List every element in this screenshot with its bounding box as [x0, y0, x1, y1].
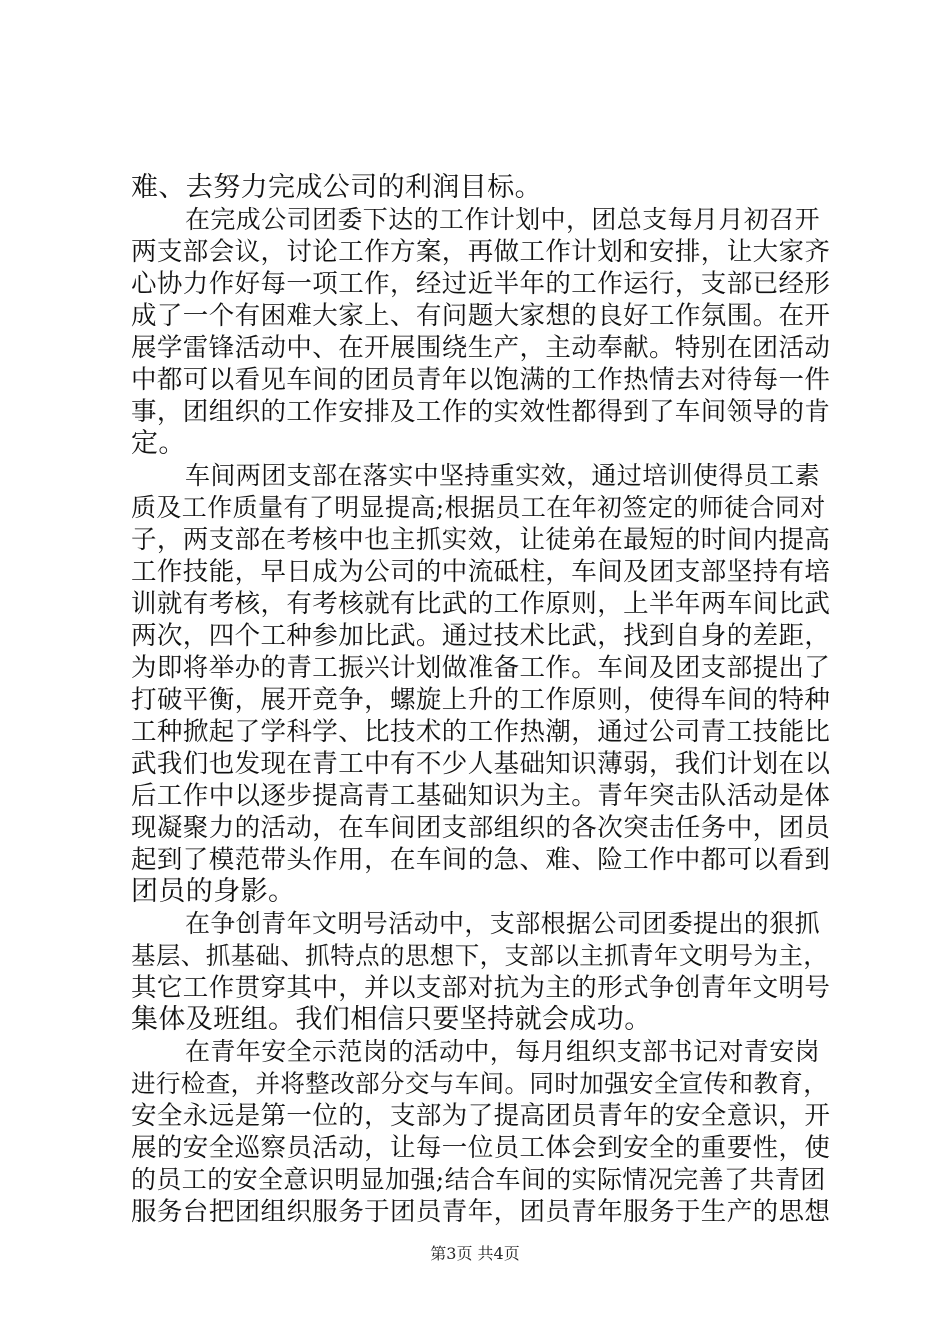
body-text-line: 服务台把团组织服务于团员青年，团员青年服务于生产的思想: [131, 1197, 831, 1227]
page-number-footer: 第3页 共4页: [430, 1244, 520, 1263]
body-text-line: 车间两团支部在落实中坚持重实效，通过培训使得员工素: [185, 461, 821, 490]
body-text-line: 展学雷锋活动中、在开展围绕生产，主动奉献。特别在团活动: [131, 333, 831, 363]
body-text-line: 团员的身影。: [131, 876, 296, 907]
body-text-line: 两支部会议，讨论工作方案，再做工作计划和安排，让大家齐: [131, 237, 831, 267]
body-text-line: 子，两支部在考核中也主抓实效，让徒弟在最短的时间内提高: [131, 525, 831, 555]
body-text-line: 在争创青年文明号活动中，支部根据公司团委提出的狠抓: [185, 909, 821, 938]
body-text-line: 质及工作质量有了明显提高;根据员工在年初签定的师徒合同对: [131, 493, 826, 522]
body-text-line: 中都可以看见车间的团员青年以饱满的工作热情去对待每一件: [131, 365, 831, 395]
body-text-line: 为即将举办的青工振兴计划做准备工作。车间及团支部提出了: [131, 653, 831, 683]
body-text-line: 展的安全巡察员活动，让每一位员工体会到安全的重要性，使: [131, 1133, 831, 1163]
body-text-line: 进行检查，并将整改部分交与车间。同时加强安全宣传和教育，: [131, 1069, 829, 1098]
body-text-line: 工作技能，早日成为公司的中流砥柱，车间及团支部坚持有培: [131, 557, 831, 587]
body-text-line: 武我们也发现在青工中有不少人基础知识薄弱，我们计划在以: [131, 749, 831, 779]
body-text-line: 事，团组织的工作安排及工作的实效性都得到了车间领导的肯: [131, 397, 831, 427]
body-text-line: 的员工的安全意识明显加强;结合车间的实际情况完善了共青团: [131, 1165, 826, 1194]
document-body: [131, 172, 831, 1228]
body-text-line: 起到了模范带头作用，在车间的急、难、险工作中都可以看到: [131, 845, 831, 875]
body-text-line: 其它工作贯穿其中，并以支部对抗为主的形式争创青年文明号: [131, 973, 831, 1003]
body-text-line: 安全永远是第一位的，支部为了提高团员青年的安全意识，开: [131, 1101, 831, 1131]
body-text-line: 打破平衡，展开竞争，螺旋上升的工作原则，使得车间的特种: [131, 685, 831, 715]
body-text-line: 成了一个有困难大家上、有问题大家想的良好工作氛围。在开: [131, 301, 831, 331]
body-text-line: 后工作中以逐步提高青工基础知识为主。青年突击队活动是体: [131, 781, 831, 811]
body-text-line: 基层、抓基础、抓特点的思想下，支部以主抓青年文明号为主，: [131, 941, 829, 970]
body-text-line: 训就有考核，有考核就有比武的工作原则，上半年两车间比武: [131, 589, 831, 619]
body-text-line: 难、去努力完成公司的利润目标。: [131, 172, 542, 203]
body-text-line: 两次，四个工种参加比武。通过技术比武，找到自身的差距，: [131, 621, 831, 651]
body-text-line: 定。: [131, 428, 186, 459]
body-text-line: 在青年安全示范岗的活动中，每月组织支部书记对青安岗: [185, 1037, 821, 1066]
body-text-line: 工种掀起了学科学、比技术的工作热潮，通过公司青工技能比: [131, 717, 831, 747]
body-text-line: 集体及班组。我们相信只要坚持就会成功。: [131, 1004, 652, 1035]
body-text-line: 在完成公司团委下达的工作计划中，团总支每月月初召开: [185, 205, 821, 234]
body-text-line: 现凝聚力的活动，在车间团支部组织的各次突击任务中，团员: [131, 813, 831, 843]
body-text-line: 心协力作好每一项工作，经过近半年的工作运行，支部已经形: [131, 269, 831, 299]
